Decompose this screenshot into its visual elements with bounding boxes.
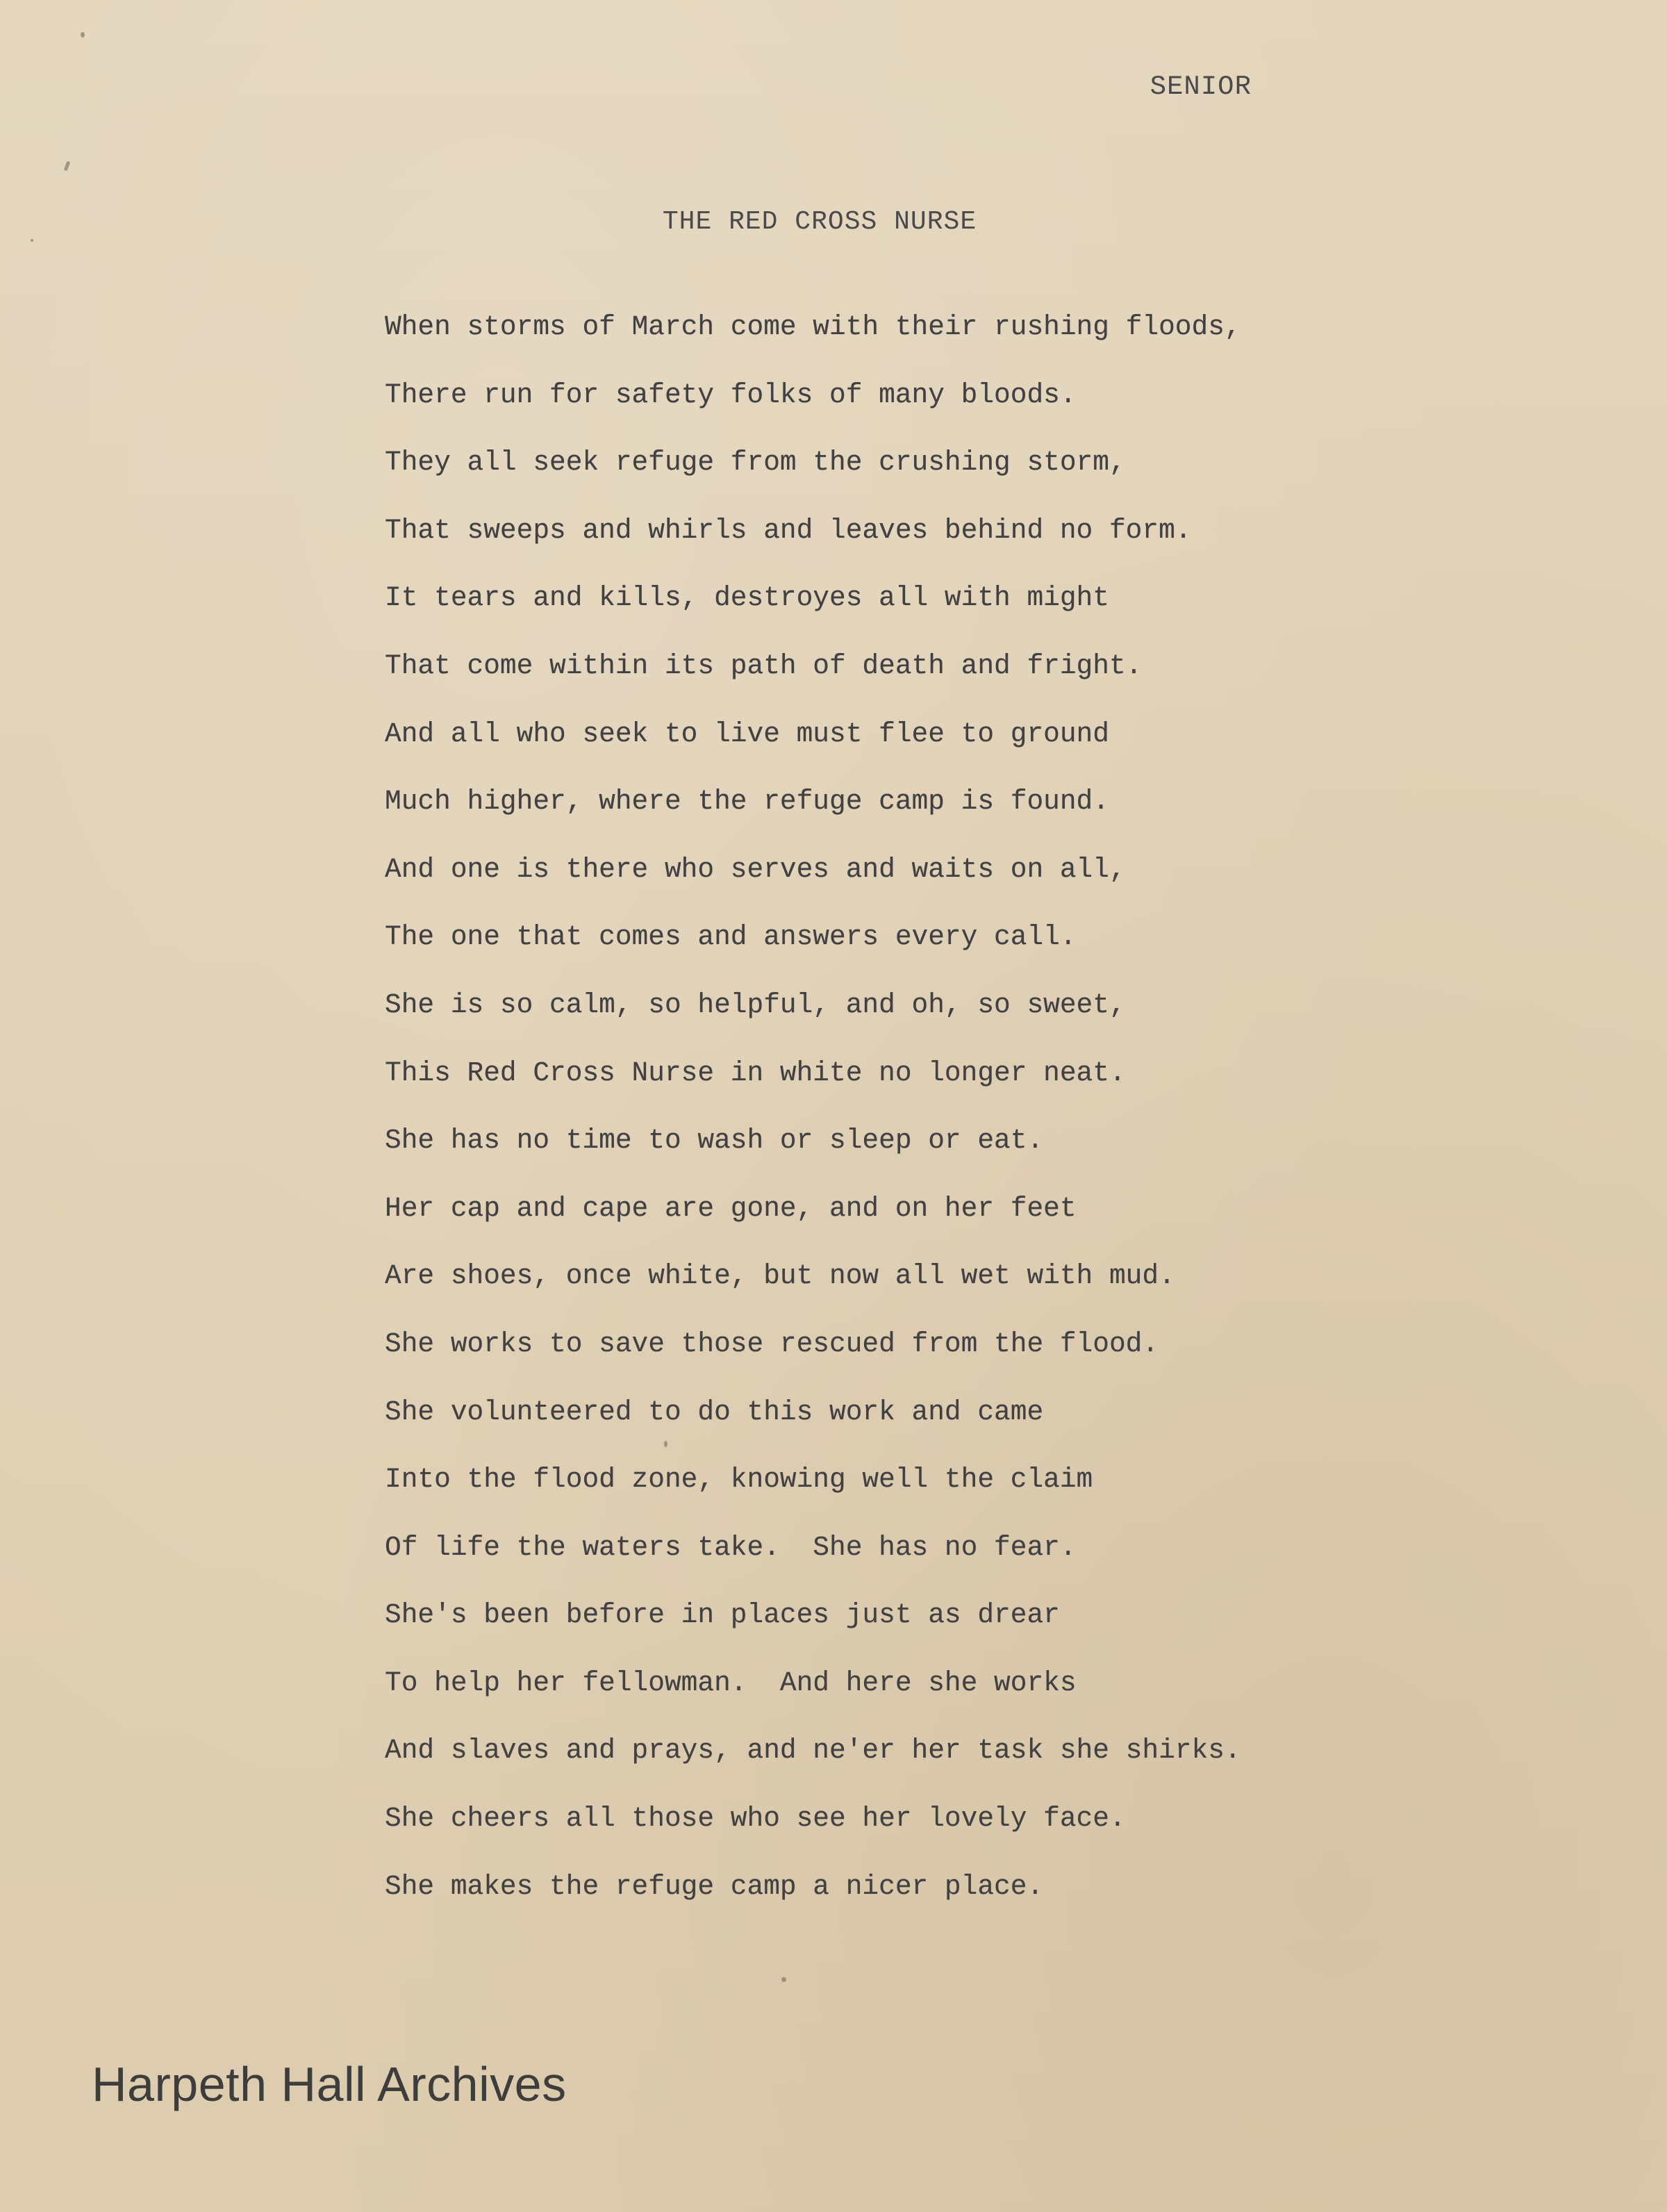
- poem-body: [385, 307, 1241, 1934]
- paper-speck: [781, 1977, 786, 1982]
- poem-line: Her cap and cape are gone, and on her feet: [385, 1192, 1077, 1224]
- poem-line: She works to save those rescued from the flood.: [385, 1328, 1159, 1360]
- poem-line: There run for safety folks of many bloods.: [385, 379, 1077, 411]
- paper-speck: [31, 239, 33, 242]
- poem-line: That come within its path of death and fright.: [385, 650, 1143, 682]
- poem-line: Much higher, where the refuge camp is found.: [385, 786, 1109, 818]
- poem-line: She makes the refuge camp a nicer place.: [385, 1870, 1044, 1902]
- poem-line: When storms of March come with their rushing floods,: [385, 311, 1241, 342]
- poem-line: She's been before in places just as drear: [385, 1599, 1060, 1631]
- paper-speck: [64, 161, 70, 172]
- poem-line: And slaves and prays, and ne'er her task she shirks.: [385, 1735, 1241, 1767]
- poem-line: To help her fellowman. And here she works: [385, 1667, 1077, 1699]
- poem-line: Of life the waters take. She has no fear.: [385, 1531, 1077, 1563]
- poem-line: Into the flood zone, knowing well the claim: [385, 1464, 1093, 1496]
- paper-speck: [81, 32, 85, 38]
- poem-line: They all seek refuge from the crushing storm,: [385, 447, 1126, 479]
- poem-line: That sweeps and whirls and leaves behind no form.: [385, 514, 1192, 546]
- poem-title: THE RED CROSS NURSE: [662, 207, 977, 237]
- poem-line: And one is there who serves and waits on all,: [385, 853, 1126, 885]
- paper-speck: [664, 1441, 667, 1447]
- archive-watermark: Harpeth Hall Archives: [92, 2057, 567, 2111]
- poem-line: This Red Cross Nurse in white no longer neat.: [385, 1057, 1126, 1089]
- poem-line: And all who seek to live must flee to ground: [385, 718, 1109, 750]
- poem-line: Are shoes, once white, but now all wet with mud.: [385, 1260, 1175, 1292]
- poem-line: She is so calm, so helpful, and oh, so sweet,: [385, 989, 1126, 1021]
- grade-label: SENIOR: [1150, 72, 1252, 102]
- poem-line: She volunteered to do this work and came: [385, 1396, 1044, 1428]
- poem-line: The one that comes and answers every call.: [385, 921, 1077, 953]
- poem-line: She has no time to wash or sleep or eat.: [385, 1125, 1044, 1157]
- poem-line: She cheers all those who see her lovely face.: [385, 1803, 1126, 1835]
- poem-line: It tears and kills, destroyes all with might: [385, 582, 1109, 614]
